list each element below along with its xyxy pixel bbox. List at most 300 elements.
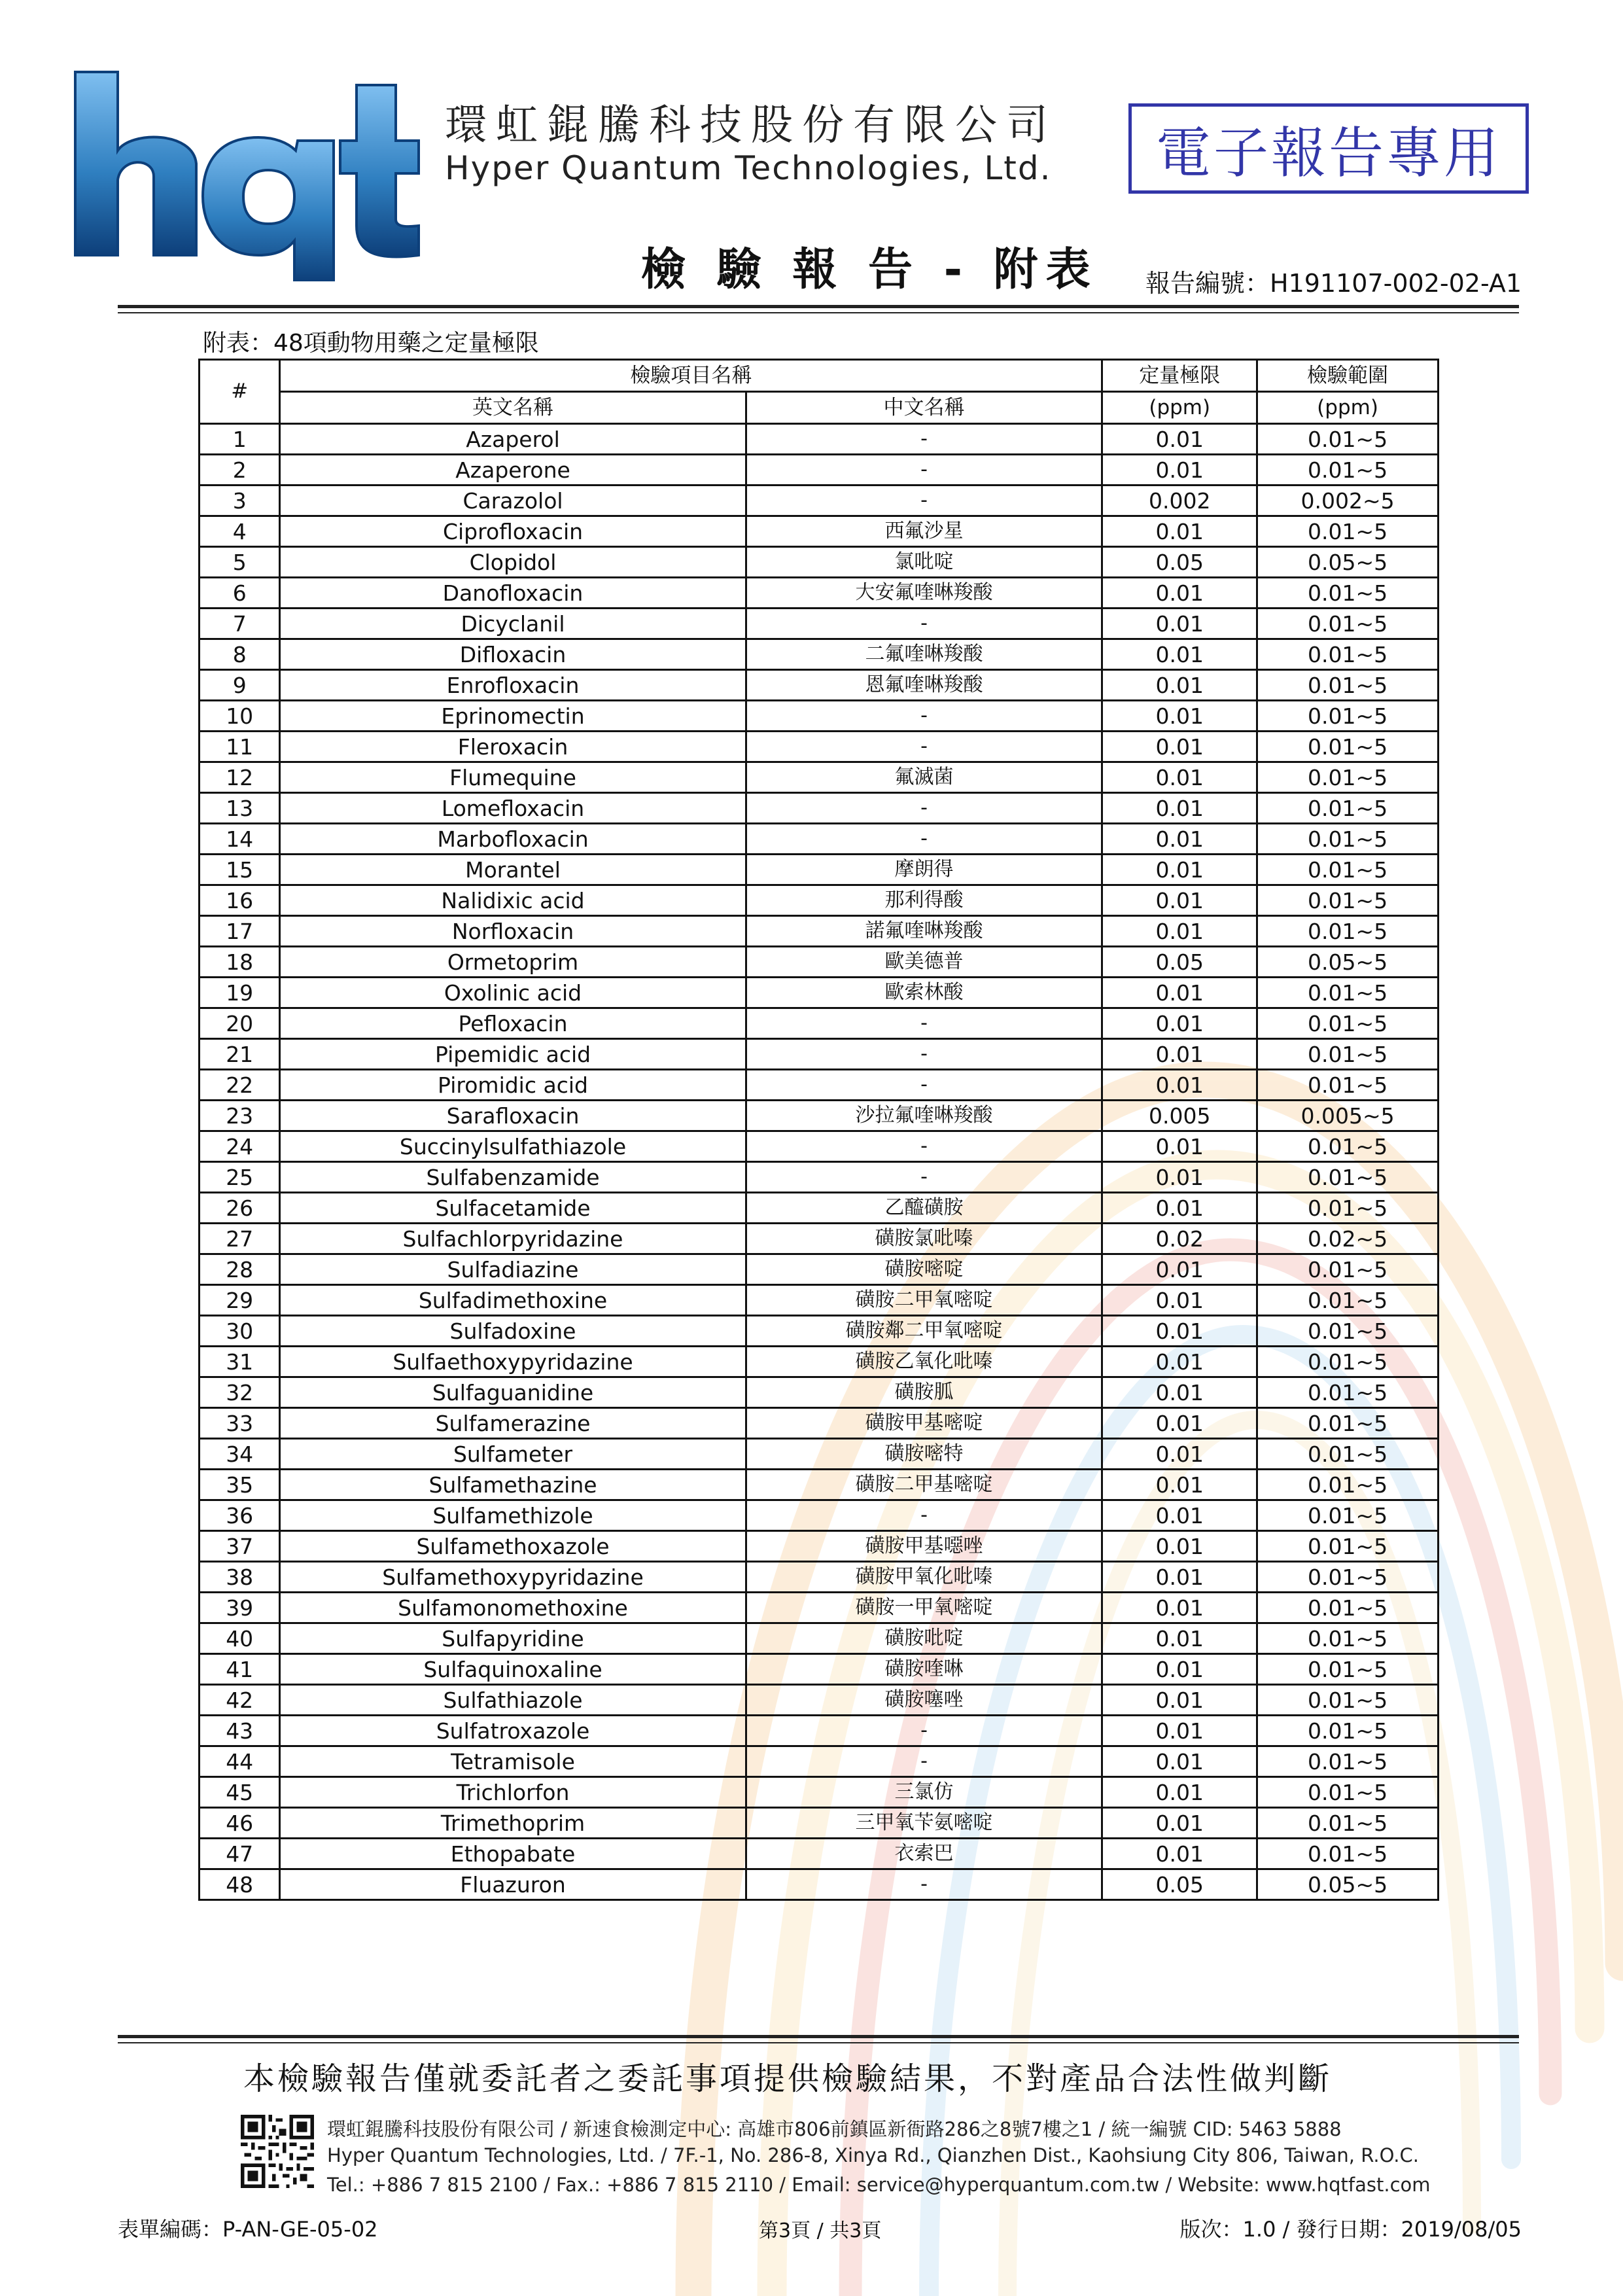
cell-chinese-name: 摩朗得 <box>746 855 1102 885</box>
cell-loq: 0.01 <box>1102 1347 1257 1377</box>
cell-number: 14 <box>200 824 280 855</box>
table-row <box>200 855 1439 885</box>
cell-chinese-name: - <box>746 1008 1102 1039</box>
cell-range: 0.01~5 <box>1257 578 1439 609</box>
form-number: 表單編碼：P-AN-GE-05-02 <box>118 2217 378 2242</box>
cell-range: 0.01~5 <box>1257 670 1439 701</box>
table-row <box>200 762 1439 793</box>
table-row <box>200 1439 1439 1470</box>
cell-loq: 0.05 <box>1102 947 1257 978</box>
cell-loq: 0.01 <box>1102 639 1257 670</box>
cell-loq: 0.05 <box>1102 1869 1257 1900</box>
cell-range: 0.01~5 <box>1257 1531 1439 1562</box>
cell-range: 0.05~5 <box>1257 947 1439 978</box>
cell-loq: 0.01 <box>1102 1316 1257 1347</box>
cell-range: 0.01~5 <box>1257 885 1439 916</box>
cell-number: 18 <box>200 947 280 978</box>
table-row <box>200 1347 1439 1377</box>
cell-chinese-name: - <box>746 732 1102 762</box>
cell-range: 0.02~5 <box>1257 1224 1439 1254</box>
table-row <box>200 793 1439 824</box>
cell-loq: 0.01 <box>1102 1746 1257 1777</box>
cell-number: 10 <box>200 701 280 732</box>
cell-english-name: Ethopabate <box>280 1839 746 1869</box>
col-header-range-unit: (ppm) <box>1257 392 1439 424</box>
cell-number: 42 <box>200 1685 280 1716</box>
cell-chinese-name: - <box>746 1746 1102 1777</box>
cell-number: 48 <box>200 1869 280 1900</box>
cell-range: 0.01~5 <box>1257 1008 1439 1039</box>
cell-chinese-name: 磺胺嘧特 <box>746 1439 1102 1470</box>
cell-range: 0.01~5 <box>1257 855 1439 885</box>
cell-english-name: Sulfadimethoxine <box>280 1285 746 1316</box>
cell-chinese-name: - <box>746 424 1102 455</box>
cell-number: 34 <box>200 1439 280 1470</box>
table-row <box>200 1285 1439 1316</box>
cell-loq: 0.01 <box>1102 1285 1257 1316</box>
table-row <box>200 916 1439 947</box>
cell-number: 45 <box>200 1777 280 1808</box>
cell-chinese-name: - <box>746 1131 1102 1162</box>
cell-english-name: Sulfacetamide <box>280 1193 746 1224</box>
cell-chinese-name: 那利得酸 <box>746 885 1102 916</box>
footer-divider <box>118 2035 1519 2038</box>
cell-loq: 0.01 <box>1102 1777 1257 1808</box>
cell-chinese-name: 衣索巴 <box>746 1839 1102 1869</box>
table-row <box>200 578 1439 609</box>
cell-range: 0.01~5 <box>1257 1285 1439 1316</box>
cell-english-name: Marbofloxacin <box>280 824 746 855</box>
cell-range: 0.002~5 <box>1257 486 1439 516</box>
cell-english-name: Lomefloxacin <box>280 793 746 824</box>
cell-chinese-name: - <box>746 824 1102 855</box>
cell-number: 31 <box>200 1347 280 1377</box>
table-row <box>200 1562 1439 1593</box>
header-divider <box>118 305 1519 308</box>
cell-number: 4 <box>200 516 280 547</box>
cell-range: 0.01~5 <box>1257 1162 1439 1193</box>
contact-line-address: Hyper Quantum Technologies, Ltd. / 7F.-1, No. 286-8, Xinya Rd., Qianzhen Dist., Kaohsiung City 806, Taiwan, R.O.C. <box>327 2144 1419 2166</box>
cell-english-name: Danofloxacin <box>280 578 746 609</box>
cell-chinese-name: 諾氟喹啉羧酸 <box>746 916 1102 947</box>
cell-chinese-name: 西氟沙星 <box>746 516 1102 547</box>
cell-loq: 0.01 <box>1102 516 1257 547</box>
cell-range: 0.01~5 <box>1257 1254 1439 1285</box>
cell-english-name: Norfloxacin <box>280 916 746 947</box>
cell-english-name: Azaperol <box>280 424 746 455</box>
disclaimer: 本檢驗報告僅就委託者之委託事項提供檢驗結果，不對產品合法性做判斷 <box>243 2060 1333 2097</box>
cell-loq: 0.01 <box>1102 1716 1257 1746</box>
electronic-report-stamp: 電子報告專用 <box>1128 103 1529 194</box>
table-body <box>200 424 1439 1900</box>
cell-range: 0.01~5 <box>1257 1377 1439 1408</box>
page-number: 第3頁 / 共3頁 <box>759 2219 882 2242</box>
table-row <box>200 1039 1439 1070</box>
cell-loq: 0.01 <box>1102 1562 1257 1593</box>
cell-chinese-name: 三氯仿 <box>746 1777 1102 1808</box>
cell-english-name: Clopidol <box>280 547 746 578</box>
cell-loq: 0.005 <box>1102 1101 1257 1131</box>
cell-range: 0.01~5 <box>1257 1746 1439 1777</box>
cell-range: 0.01~5 <box>1257 424 1439 455</box>
cell-range: 0.01~5 <box>1257 1562 1439 1593</box>
cell-range: 0.01~5 <box>1257 793 1439 824</box>
cell-range: 0.01~5 <box>1257 1131 1439 1162</box>
cell-chinese-name: 磺胺甲基嘧啶 <box>746 1408 1102 1439</box>
table-row <box>200 639 1439 670</box>
cell-number: 7 <box>200 609 280 639</box>
cell-chinese-name: - <box>746 1162 1102 1193</box>
report-title: 檢 驗 報 告 - 附表 <box>641 244 1098 296</box>
table-row <box>200 1101 1439 1131</box>
cell-chinese-name: 歐美德普 <box>746 947 1102 978</box>
cell-number: 13 <box>200 793 280 824</box>
cell-range: 0.01~5 <box>1257 732 1439 762</box>
cell-range: 0.01~5 <box>1257 1685 1439 1716</box>
table-row <box>200 1716 1439 1746</box>
cell-english-name: Sulfabenzamide <box>280 1162 746 1193</box>
cell-loq: 0.01 <box>1102 1839 1257 1869</box>
col-header-range: 檢驗範圍 <box>1257 360 1439 392</box>
cell-english-name: Fleroxacin <box>280 732 746 762</box>
cell-chinese-name: 乙醯磺胺 <box>746 1193 1102 1224</box>
cell-number: 44 <box>200 1746 280 1777</box>
col-header-loq: 定量極限 <box>1102 360 1257 392</box>
table-row <box>200 609 1439 639</box>
cell-chinese-name: 磺胺嘧啶 <box>746 1254 1102 1285</box>
table-row <box>200 455 1439 486</box>
cell-english-name: Piromidic acid <box>280 1070 746 1101</box>
cell-english-name: Pipemidic acid <box>280 1039 746 1070</box>
cell-loq: 0.01 <box>1102 1408 1257 1439</box>
cell-chinese-name: 氟滅菌 <box>746 762 1102 793</box>
cell-english-name: Ciprofloxacin <box>280 516 746 547</box>
table-row <box>200 1623 1439 1654</box>
cell-loq: 0.05 <box>1102 547 1257 578</box>
cell-english-name: Nalidixic acid <box>280 885 746 916</box>
cell-loq: 0.01 <box>1102 1039 1257 1070</box>
cell-range: 0.01~5 <box>1257 1839 1439 1869</box>
table-row <box>200 947 1439 978</box>
cell-range: 0.01~5 <box>1257 1193 1439 1224</box>
cell-loq: 0.01 <box>1102 1254 1257 1285</box>
cell-number: 41 <box>200 1654 280 1685</box>
cell-number: 25 <box>200 1162 280 1193</box>
cell-number: 37 <box>200 1531 280 1562</box>
cell-number: 3 <box>200 486 280 516</box>
cell-english-name: Sulfapyridine <box>280 1623 746 1654</box>
cell-number: 9 <box>200 670 280 701</box>
contact-line-phone-email: Tel.: +886 7 815 2100 / Fax.: +886 7 815 2110 / Email: service@hyperquantum.com.tw / Website: www.hqtfast.com <box>327 2174 1431 2196</box>
cell-chinese-name: 三甲氧苄氨嘧啶 <box>746 1808 1102 1839</box>
cell-chinese-name: 磺胺噻唑 <box>746 1685 1102 1716</box>
cell-number: 30 <box>200 1316 280 1347</box>
cell-chinese-name: - <box>746 1869 1102 1900</box>
table-row <box>200 1654 1439 1685</box>
col-header-loq-unit: (ppm) <box>1102 392 1257 424</box>
cell-loq: 0.01 <box>1102 455 1257 486</box>
cell-range: 0.01~5 <box>1257 1654 1439 1685</box>
table-row <box>200 1685 1439 1716</box>
table-row <box>200 1193 1439 1224</box>
col-header-chinese-name: 中文名稱 <box>746 392 1102 424</box>
cell-loq: 0.01 <box>1102 732 1257 762</box>
table-row <box>200 1777 1439 1808</box>
cell-english-name: Pefloxacin <box>280 1008 746 1039</box>
cell-range: 0.01~5 <box>1257 978 1439 1008</box>
cell-english-name: Ormetoprim <box>280 947 746 978</box>
cell-range: 0.01~5 <box>1257 916 1439 947</box>
cell-english-name: Flumequine <box>280 762 746 793</box>
cell-number: 23 <box>200 1101 280 1131</box>
cell-chinese-name: - <box>746 609 1102 639</box>
col-header-number: # <box>200 360 280 424</box>
company-name-en: Hyper Quantum Technologies, Ltd. <box>445 149 1052 187</box>
cell-chinese-name: 恩氟喹啉羧酸 <box>746 670 1102 701</box>
table-row <box>200 486 1439 516</box>
cell-range: 0.01~5 <box>1257 609 1439 639</box>
cell-english-name: Fluazuron <box>280 1869 746 1900</box>
cell-chinese-name: - <box>746 1716 1102 1746</box>
cell-english-name: Sulfameter <box>280 1439 746 1470</box>
cell-english-name: Sulfachlorpyridazine <box>280 1224 746 1254</box>
cell-loq: 0.01 <box>1102 1193 1257 1224</box>
table-row <box>200 1131 1439 1162</box>
cell-range: 0.01~5 <box>1257 1039 1439 1070</box>
cell-chinese-name: 二氟喹啉羧酸 <box>746 639 1102 670</box>
cell-chinese-name: 磺胺二甲氧嘧啶 <box>746 1285 1102 1316</box>
cell-loq: 0.01 <box>1102 762 1257 793</box>
cell-range: 0.01~5 <box>1257 1347 1439 1377</box>
company-name-cn: 環虹錕騰科技股份有限公司 <box>445 101 1057 150</box>
cell-range: 0.01~5 <box>1257 1623 1439 1654</box>
cell-english-name: Sulfadoxine <box>280 1316 746 1347</box>
cell-number: 2 <box>200 455 280 486</box>
footer-divider-thin <box>118 2042 1519 2043</box>
cell-english-name: Enrofloxacin <box>280 670 746 701</box>
cell-loq: 0.01 <box>1102 424 1257 455</box>
cell-range: 0.01~5 <box>1257 1808 1439 1839</box>
cell-loq: 0.01 <box>1102 824 1257 855</box>
cell-loq: 0.01 <box>1102 1808 1257 1839</box>
col-header-item-name: 檢驗項目名稱 <box>280 360 1102 392</box>
cell-english-name: Carazolol <box>280 486 746 516</box>
cell-loq: 0.01 <box>1102 1623 1257 1654</box>
cell-range: 0.01~5 <box>1257 1500 1439 1531</box>
cell-chinese-name: 磺胺氯吡嗪 <box>746 1224 1102 1254</box>
cell-english-name: Dicyclanil <box>280 609 746 639</box>
cell-loq: 0.01 <box>1102 1439 1257 1470</box>
cell-english-name: Sulfamonomethoxine <box>280 1593 746 1623</box>
cell-chinese-name: 氯吡啶 <box>746 547 1102 578</box>
cell-chinese-name: 磺胺吡啶 <box>746 1623 1102 1654</box>
cell-number: 1 <box>200 424 280 455</box>
cell-english-name: Tetramisole <box>280 1746 746 1777</box>
quantitation-limit-table <box>198 359 1439 1901</box>
table-caption: 附表：48項動物用藥之定量極限 <box>203 330 539 357</box>
cell-number: 21 <box>200 1039 280 1070</box>
cell-range: 0.01~5 <box>1257 1316 1439 1347</box>
cell-number: 17 <box>200 916 280 947</box>
cell-range: 0.01~5 <box>1257 639 1439 670</box>
cell-english-name: Sulfamethizole <box>280 1500 746 1531</box>
cell-number: 24 <box>200 1131 280 1162</box>
cell-number: 32 <box>200 1377 280 1408</box>
cell-loq: 0.01 <box>1102 578 1257 609</box>
table-row <box>200 1531 1439 1562</box>
cell-number: 15 <box>200 855 280 885</box>
cell-english-name: Difloxacin <box>280 639 746 670</box>
table-row <box>200 1254 1439 1285</box>
table-row <box>200 1500 1439 1531</box>
cell-loq: 0.01 <box>1102 1131 1257 1162</box>
cell-chinese-name: - <box>746 701 1102 732</box>
cell-chinese-name: 磺胺喹啉 <box>746 1654 1102 1685</box>
cell-english-name: Sulfatroxazole <box>280 1716 746 1746</box>
cell-range: 0.01~5 <box>1257 1470 1439 1500</box>
cell-chinese-name: - <box>746 486 1102 516</box>
cell-loq: 0.01 <box>1102 1008 1257 1039</box>
cell-chinese-name: 磺胺甲基噁唑 <box>746 1531 1102 1562</box>
cell-chinese-name: - <box>746 455 1102 486</box>
hqt-logo <box>62 59 428 281</box>
table-row <box>200 1808 1439 1839</box>
cell-number: 20 <box>200 1008 280 1039</box>
cell-number: 6 <box>200 578 280 609</box>
table-row <box>200 1408 1439 1439</box>
cell-number: 12 <box>200 762 280 793</box>
table-row <box>200 885 1439 916</box>
table-row <box>200 516 1439 547</box>
cell-number: 16 <box>200 885 280 916</box>
cell-number: 40 <box>200 1623 280 1654</box>
cell-loq: 0.01 <box>1102 1654 1257 1685</box>
cell-english-name: Sulfamethazine <box>280 1470 746 1500</box>
table-row <box>200 1470 1439 1500</box>
cell-chinese-name: - <box>746 1500 1102 1531</box>
cell-number: 29 <box>200 1285 280 1316</box>
cell-number: 5 <box>200 547 280 578</box>
cell-number: 19 <box>200 978 280 1008</box>
cell-number: 26 <box>200 1193 280 1224</box>
cell-english-name: Trimethoprim <box>280 1808 746 1839</box>
cell-loq: 0.01 <box>1102 885 1257 916</box>
cell-chinese-name: 磺胺乙氧化吡嗪 <box>746 1347 1102 1377</box>
table-row <box>200 1008 1439 1039</box>
cell-chinese-name: 磺胺二甲基嘧啶 <box>746 1470 1102 1500</box>
cell-english-name: Sulfaethoxypyridazine <box>280 1347 746 1377</box>
cell-number: 38 <box>200 1562 280 1593</box>
cell-range: 0.01~5 <box>1257 1593 1439 1623</box>
cell-english-name: Trichlorfon <box>280 1777 746 1808</box>
cell-range: 0.05~5 <box>1257 547 1439 578</box>
table-row <box>200 1593 1439 1623</box>
cell-english-name: Sulfadiazine <box>280 1254 746 1285</box>
cell-chinese-name: - <box>746 1070 1102 1101</box>
cell-chinese-name: 磺胺一甲氧嘧啶 <box>746 1593 1102 1623</box>
cell-loq: 0.01 <box>1102 978 1257 1008</box>
cell-range: 0.01~5 <box>1257 762 1439 793</box>
table-row <box>200 547 1439 578</box>
qr-code-icon <box>241 2115 314 2188</box>
table-row <box>200 1746 1439 1777</box>
cell-range: 0.01~5 <box>1257 1070 1439 1101</box>
cell-chinese-name: 大安氟喹啉羧酸 <box>746 578 1102 609</box>
cell-loq: 0.01 <box>1102 1500 1257 1531</box>
cell-chinese-name: 磺胺鄰二甲氧嘧啶 <box>746 1316 1102 1347</box>
cell-range: 0.01~5 <box>1257 701 1439 732</box>
cell-english-name: Sulfaguanidine <box>280 1377 746 1408</box>
table-row <box>200 670 1439 701</box>
cell-english-name: Eprinomectin <box>280 701 746 732</box>
table-row <box>200 701 1439 732</box>
cell-english-name: Sarafloxacin <box>280 1101 746 1131</box>
cell-english-name: Sulfamethoxazole <box>280 1531 746 1562</box>
cell-number: 47 <box>200 1839 280 1869</box>
cell-english-name: Sulfathiazole <box>280 1685 746 1716</box>
col-header-english-name: 英文名稱 <box>280 392 746 424</box>
cell-number: 43 <box>200 1716 280 1746</box>
cell-chinese-name: 歐索林酸 <box>746 978 1102 1008</box>
cell-loq: 0.01 <box>1102 916 1257 947</box>
table-row <box>200 1839 1439 1869</box>
version-date: 版次：1.0 / 發行日期：2019/08/05 <box>1179 2217 1522 2242</box>
cell-loq: 0.01 <box>1102 793 1257 824</box>
cell-loq: 0.01 <box>1102 609 1257 639</box>
cell-loq: 0.01 <box>1102 1593 1257 1623</box>
cell-loq: 0.01 <box>1102 855 1257 885</box>
table-row <box>200 824 1439 855</box>
cell-loq: 0.01 <box>1102 701 1257 732</box>
cell-loq: 0.01 <box>1102 1685 1257 1716</box>
cell-range: 0.01~5 <box>1257 1777 1439 1808</box>
cell-chinese-name: 磺胺甲氧化吡嗪 <box>746 1562 1102 1593</box>
cell-english-name: Morantel <box>280 855 746 885</box>
cell-range: 0.01~5 <box>1257 1716 1439 1746</box>
cell-number: 39 <box>200 1593 280 1623</box>
cell-number: 33 <box>200 1408 280 1439</box>
cell-chinese-name: - <box>746 1039 1102 1070</box>
cell-loq: 0.01 <box>1102 1531 1257 1562</box>
cell-loq: 0.01 <box>1102 1162 1257 1193</box>
table-row <box>200 978 1439 1008</box>
cell-range: 0.01~5 <box>1257 1439 1439 1470</box>
header-divider-thin <box>118 312 1519 313</box>
cell-range: 0.01~5 <box>1257 824 1439 855</box>
cell-range: 0.005~5 <box>1257 1101 1439 1131</box>
table-row <box>200 1162 1439 1193</box>
cell-chinese-name: 磺胺胍 <box>746 1377 1102 1408</box>
cell-loq: 0.01 <box>1102 1070 1257 1101</box>
cell-number: 27 <box>200 1224 280 1254</box>
cell-english-name: Sulfamerazine <box>280 1408 746 1439</box>
cell-number: 35 <box>200 1470 280 1500</box>
cell-number: 36 <box>200 1500 280 1531</box>
cell-english-name: Azaperone <box>280 455 746 486</box>
cell-loq: 0.01 <box>1102 670 1257 701</box>
cell-loq: 0.002 <box>1102 486 1257 516</box>
table-row <box>200 1070 1439 1101</box>
cell-number: 28 <box>200 1254 280 1285</box>
cell-english-name: Oxolinic acid <box>280 978 746 1008</box>
cell-range: 0.01~5 <box>1257 516 1439 547</box>
table-row <box>200 1869 1439 1900</box>
cell-number: 11 <box>200 732 280 762</box>
cell-range: 0.05~5 <box>1257 1869 1439 1900</box>
table-row <box>200 1377 1439 1408</box>
cell-loq: 0.02 <box>1102 1224 1257 1254</box>
cell-number: 22 <box>200 1070 280 1101</box>
